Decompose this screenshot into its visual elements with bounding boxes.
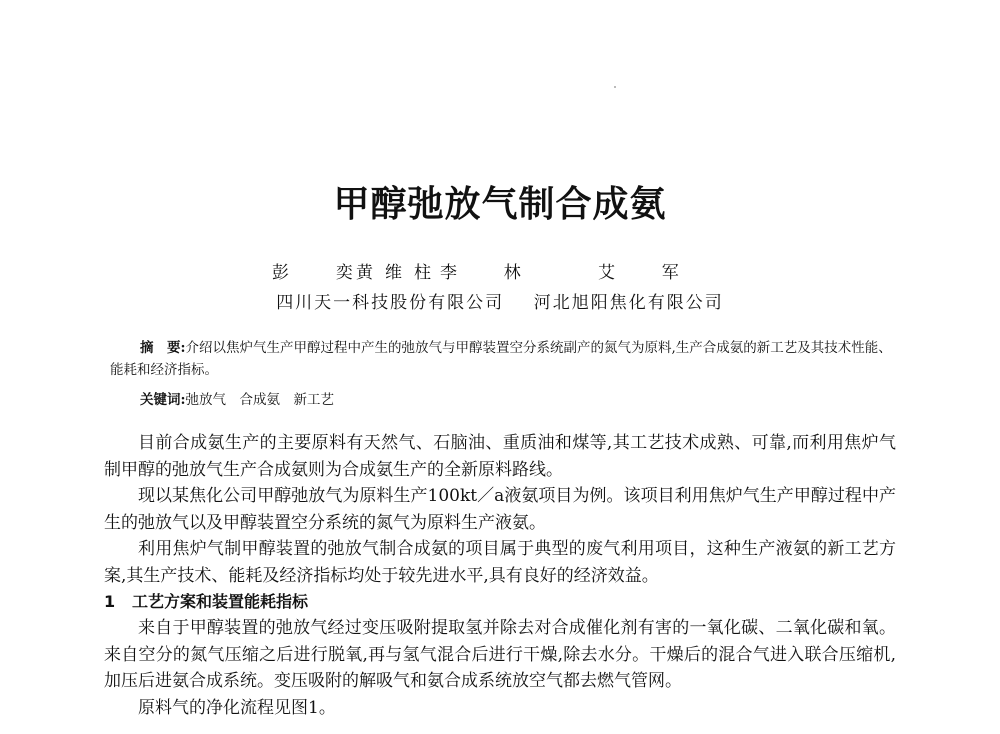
paragraph: 原料气的净化流程见图1。 <box>138 697 336 718</box>
section-number: 1 <box>104 592 116 611</box>
author-name: 李 林 <box>440 263 533 283</box>
abstract-text: 介绍以焦炉气生产甲醇过程中产生的弛放气与甲醇装置空分系统副产的氮气为原料,生产合成氨的新工艺及其技术性能、能耗和经济指标。 <box>110 340 892 378</box>
paragraph: 现以某焦化公司甲醇弛放气为原料生产100kt／a液氨项目为例。该项目利用焦炉气生产甲醇过程中产生的弛放气以及甲醇装置空分系统的氮气为原料生产液氨。 <box>104 486 896 533</box>
author-name: 彭 奕 <box>272 263 365 283</box>
paragraph: 来自于甲醇装置的弛放气经过变压吸附提取氢并除去对合成催化剂有害的一氧化碳、二氧化碳和氧。来自空分的氮气压缩之后进行脱氧,再与氢气混合后进行干燥,除去水分。干燥后的混合气进入联合压缩机,加压后进氨合成系统。变压吸附的解吸气和氨合成系统放空气都去燃气管网。 <box>104 618 896 691</box>
paragraph: 利用焦炉气制甲醇装置的弛放气制合成氨的项目属于典型的废气利用项目，这种生产液氨的新工艺方案,其生产技术、能耗及经济指标均处于较先进水平,具有良好的经济效益。 <box>104 539 896 586</box>
paragraph: 目前合成氨生产的主要原料有天然气、石脑油、重质油和煤等,其工艺技术成熟、可靠,而利用焦炉气制甲醇的弛放气生产合成氨则为合成氨生产的全新原料路线。 <box>104 433 896 480</box>
abstract-label: 摘 要: <box>140 340 186 356</box>
scan-speck <box>614 86 616 88</box>
keywords-label: 关键词: <box>140 392 186 408</box>
keywords <box>140 388 334 408</box>
section-heading <box>104 589 896 615</box>
author-name: 黄维柱 <box>356 263 443 283</box>
author-name: 艾 军 <box>598 263 691 283</box>
body-text <box>104 430 896 721</box>
affiliations: 四川天一科技股份有限公司 河北旭阳焦化有限公司 <box>276 293 724 313</box>
abstract <box>110 337 892 381</box>
keywords-text: 弛放气 合成氨 新工艺 <box>185 392 334 408</box>
paper-title: 甲醇弛放气制合成氨 <box>333 184 667 225</box>
section-title: 工艺方案和装置能耗指标 <box>132 592 309 611</box>
